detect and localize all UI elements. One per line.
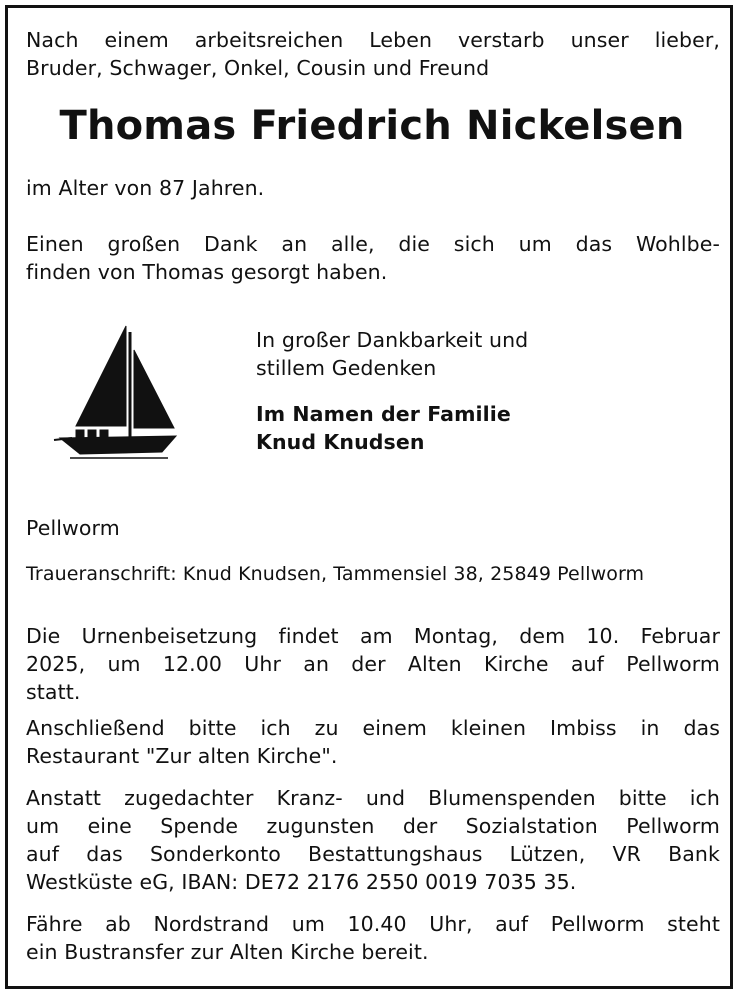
- deceased-name: Thomas Friedrich Nickelsen: [59, 103, 685, 149]
- gratitude-line-2: stillem Gedenken: [256, 356, 437, 380]
- sailboat-icon: [50, 320, 180, 465]
- age-line: im Alter von 87 Jahren.: [26, 176, 265, 200]
- intro-line-2: Bruder, Schwager, Onkel, Cousin und Freund: [26, 56, 490, 80]
- ferry-line-1: Fähre ab Nordstrand um 10.40 Uhr, auf Pellworm steht: [26, 912, 720, 936]
- thanks-line-2: finden von Thomas gesorgt haben.: [26, 260, 388, 284]
- donation-line-2: um eine Spende zugunsten der Sozialstation Pellworm: [26, 814, 720, 838]
- intro-line-1: Nach einem arbeitsreichen Leben verstarb unser lieber,: [26, 28, 720, 52]
- ceremony-line-3: statt.: [26, 680, 81, 704]
- family-line-2: Knud Knudsen: [256, 430, 425, 454]
- ferry-line-2: ein Bustransfer zur Alten Kirche bereit.: [26, 940, 429, 964]
- place: Pellworm: [26, 516, 120, 540]
- lunch-line-1: Anschließend bitte ich zu einem kleinen Imbiss in das: [26, 716, 720, 740]
- lunch-line-2: Restaurant "Zur alten Kirche".: [26, 744, 338, 768]
- family-line-1: Im Namen der Familie: [256, 402, 511, 426]
- donation-line-4: Westküste eG, IBAN: DE72 2176 2550 0019 7035 35.: [26, 870, 577, 894]
- donation-line-1: Anstatt zugedachter Kranz- und Blumenspenden bitte ich: [26, 786, 720, 810]
- ceremony-line-1: Die Urnenbeisetzung findet am Montag, dem 10. Februar: [26, 624, 720, 648]
- donation-line-3: auf das Sonderkonto Bestattungshaus Lützen, VR Bank: [26, 842, 720, 866]
- thanks-line-1: Einen großen Dank an alle, die sich um das Wohlbe-: [26, 232, 720, 256]
- ceremony-line-2: 2025, um 12.00 Uhr an der Alten Kirche auf Pellworm: [26, 652, 720, 676]
- mourning-address: Traueranschrift: Knud Knudsen, Tammensiel 38, 25849 Pellworm: [26, 563, 645, 585]
- gratitude-line-1: In großer Dankbarkeit und: [256, 328, 529, 352]
